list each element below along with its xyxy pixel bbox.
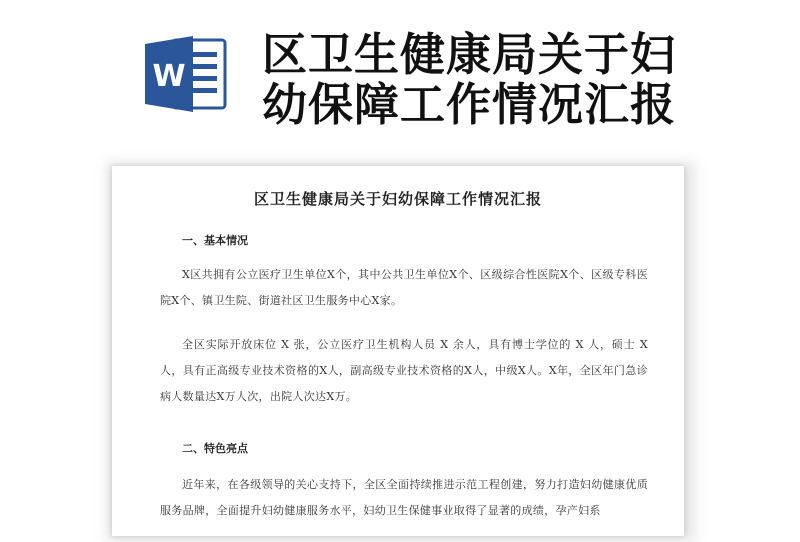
- word-icon: [143, 34, 229, 114]
- banner-title: [262, 30, 782, 130]
- paragraph-2: 全区实际开放床位 X 张，公立医疗卫生机构人员 X 余人，具有博士学位的 X 人，硕士 X 人，具有正高级专业技术资格的X人，副高级专业技术资格的X人，中级X人。X年，全区年门急诊病人数量达X万人次，出院人次达X万。: [160, 338, 648, 403]
- banner-title-line1: 区卫生健康局关于妇: [262, 28, 677, 81]
- banner: [0, 0, 800, 150]
- paragraph-1: X区共拥有公立医疗卫生单位X个，其中公共卫生单位X个、区级综合性医院X个、区级专科医院X个、镇卫生院、街道社区卫生服务中心X家。: [160, 268, 648, 307]
- section-heading-highlights: 二、特色亮点: [182, 442, 248, 455]
- word-icon-letter: W: [152, 59, 186, 94]
- document-title: 区卫生健康局关于妇幼保障工作情况汇报: [253, 190, 542, 208]
- section-heading-basic: 一、基本情况: [182, 234, 248, 247]
- banner-title-line2: 幼保障工作情况汇报: [262, 78, 677, 131]
- document-page: [112, 166, 684, 536]
- paragraph-3: 近年来，在各级领导的关心支持下，全区全面持续推进示范工程创建，努力打造妇幼健康优质服务品牌，全面提升妇幼健康服务水平，妇幼卫生保健事业取得了显著的成绩，孕产妇系: [160, 478, 648, 517]
